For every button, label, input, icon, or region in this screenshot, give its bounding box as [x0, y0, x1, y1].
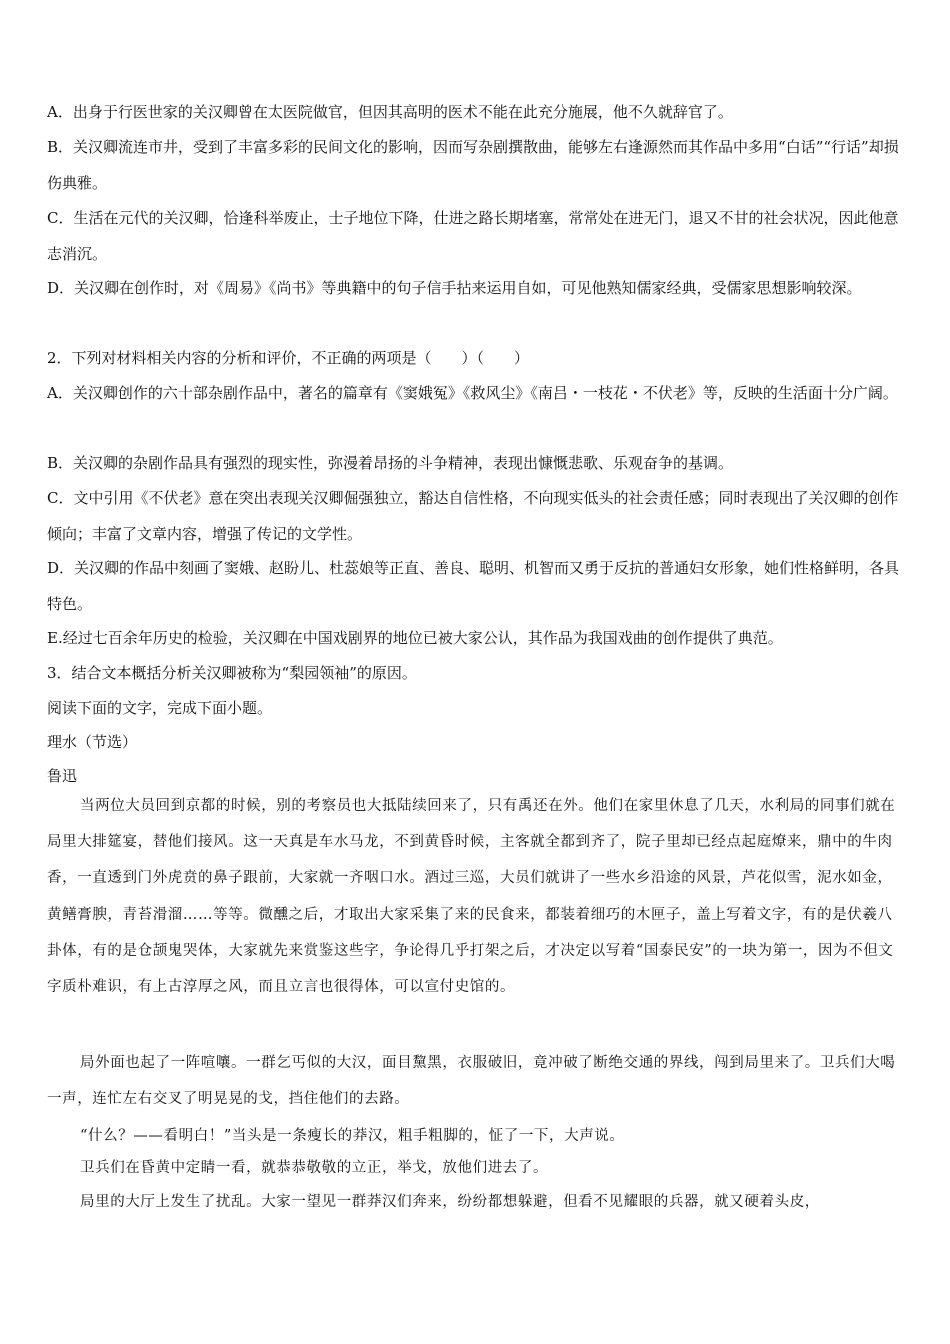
passage-title: 理水（节选） — [47, 733, 138, 751]
q2-option-a: A．关汉卿创作的六十部杂剧作品中，著名的篇章有《窦娥冤》《救风尘》《南吕・一枝花・不伏老》等，反映的生活面十分广阔。 — [47, 384, 898, 402]
passage-paragraph-4: 卫兵们在昏黄中定睛一看，就恭恭敬敬的立正，举戈，放他们进去了。 — [80, 1160, 549, 1176]
q1-option-b: B．关汉卿流连市井，受到了丰富多彩的民间文化的影响，因而写杂剧撰散曲，能够左右逢源然而其作品中多用“白话”“行话”却损伤典雅。 — [47, 138, 899, 192]
q1-option-c: C．生活在元代的关汉卿，恰逢科举废止，士子地位下降，仕进之路长期堵塞，常常处在进无门，退又不甘的社会状况，因此他意志消沉。 — [47, 209, 899, 263]
q2-option-e: E.经过七百余年历史的检验，关汉卿在中国戏剧界的地位已被大家公认，其作品为我国戏曲的创作提供了典范。 — [47, 629, 783, 647]
passage-paragraph-2: 局外面也起了一阵喧嚷。一群乞丐似的大汉，面目黧黑，衣服破旧，竟冲破了断绝交通的界线，闯到局里来了。卫兵们大喝一声，连忙左右交叉了明晃晃的戈，挡住他们的去路。 — [47, 1055, 896, 1108]
q2-option-b: B．关汉卿的杂剧作品具有强烈的现实性，弥漫着昂扬的斗争精神，表现出慷慨悲歌、乐观奋争的基调。 — [47, 454, 734, 472]
q2-option-c: C．文中引用《不伏老》意在突出表现关汉卿倔强独立，豁达自信性格，不向现实低头的社会责任感；同时表现出了关汉卿的创作倾向；丰富了文章内容，增强了传记的文学性。 — [47, 489, 899, 543]
q1-option-a: A．出身于行医世家的关汉卿曾在太医院做官，但因其高明的医术不能在此充分施展，他不久就辞官了。 — [47, 103, 733, 121]
passage-paragraph-1: 当两位大员回到京都的时候，别的考察员也大抵陆续回来了，只有禹还在外。他们在家里休息了几天，水利局的同事们就在局里大排筵宴，替他们接风。这一天真是车水马龙，不到黄昏时候，主客就全都到齐了，院子里却已经点起庭燎来，鼎中的牛肉香，一直透到门外虎贲的鼻子跟前，大家就一齐咽口水。酒过三巡，大员们就讲了一些水乡沿途的风景，芦花似雪，泥水如金，黄鳝膏腴，青苔滑溜……等等。微醺之后，才取出大家采集了来的民食来，都装着细巧的木匣子，盖上写着文字，有的是伏羲八卦体，有的是仓颉鬼哭体，大家就先来赏鉴这些字，争论得几乎打架之后，才决定以写着“国泰民安”的一块为第一，因为不但文字质朴难识，有上古淳厚之风，而且立言也很得体，可以宣付史馆的。 — [47, 798, 896, 996]
q2-stem: 2．下列对材料相关内容的分析和评价，不正确的两项是（ ）（ ） — [47, 349, 530, 367]
passage-author: 鲁迅 — [47, 767, 78, 785]
reading-instruction: 阅读下面的文字，完成下面小题。 — [47, 699, 273, 717]
q3-question: 3．结合文本概括分析关汉卿被称为“梨园领袖”的原因。 — [47, 664, 417, 682]
passage-paragraph-3: “什么？——看明白！”当头是一条瘦长的莽汉，粗手粗脚的，怔了一下，大声说。 — [80, 1128, 625, 1144]
passage-paragraph-5: 局里的大厅上发生了扰乱。大家一望见一群莽汉们奔来，纷纷都想躲避，但看不见耀眼的兵器，就又硬着头皮， — [80, 1194, 820, 1210]
q1-option-d: D．关汉卿在创作时，对《周易》《尚书》等典籍中的句子信手拈来运用自如，可见他熟知儒家经典，受儒家思想影响较深。 — [47, 279, 862, 297]
q2-option-d: D．关汉卿的作品中刻画了窦娥、赵盼儿、杜蕊娘等正直、善良、聪明、机智而又勇于反抗的普通妇女形象，她们性格鲜明，各具特色。 — [47, 559, 900, 613]
